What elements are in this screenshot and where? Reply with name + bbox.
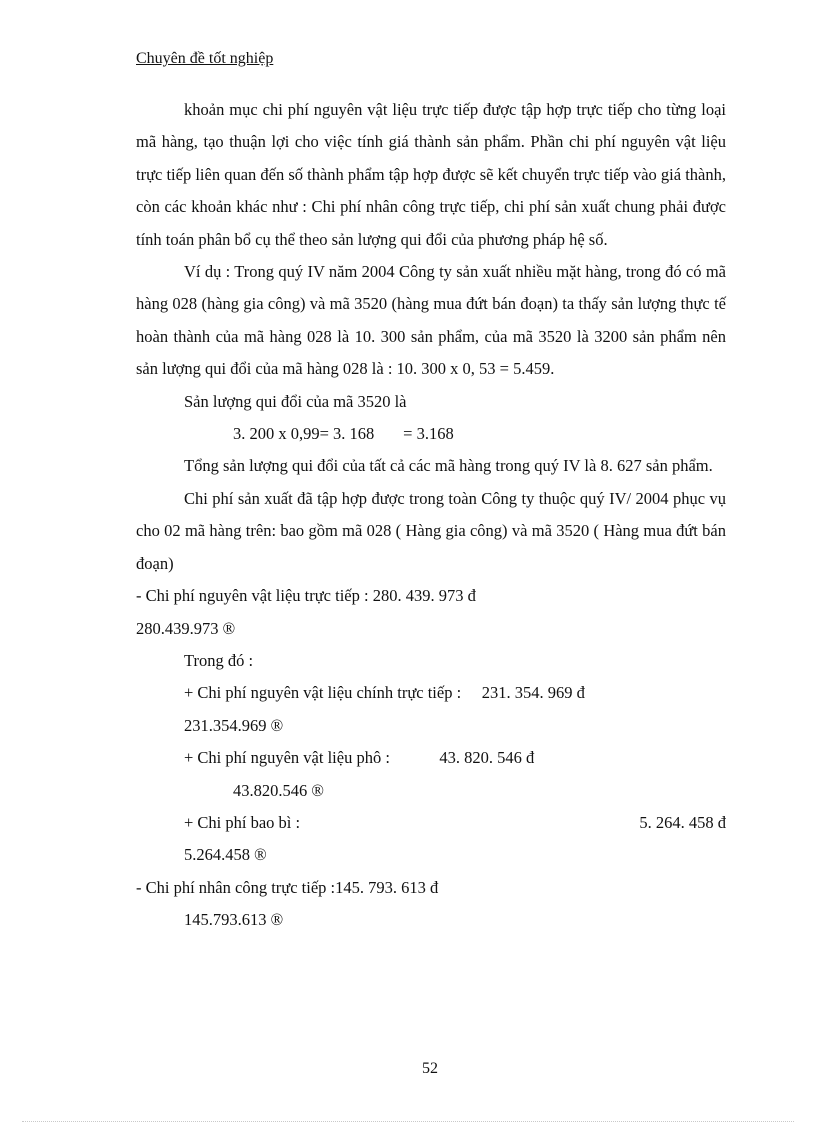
breakdown-label: Trong đó : — [184, 650, 254, 670]
paragraph-converted-output-3520: Sản lượng qui đổi của mã 3520 là — [184, 391, 407, 411]
paragraph-production-cost: Chi phí sản xuất đã tập hợp được trong toàn Công ty thuộc quý IV/ 2004 phục vụ cho 02 mã hàng trên: bao gồm mã 028 ( Hàng gia công) và mã 3520 ( Hàng mua đứt bán đoạn) — [136, 488, 726, 573]
paragraph-cost-allocation: khoản mục chi phí nguyên vật liệu trực tiếp được tập hợp trực tiếp cho từng loại mã hàng, tạo thuận lợi cho việc tính giá thành sản phẩm. Phần chi phí nguyên vật liệu trực tiếp liên quan đến số thành phẩm tập hợp được sẽ kết chuyển trực tiếp vào giá thành, còn các khoản khác như : Chi phí nhân công trực tiếp, chi phí sản xuất chung phải được tính toán phân bổ cụ thể theo sản lượng qui đổi của phương pháp hệ số. — [136, 100, 726, 249]
paragraph-example: Ví dụ : Trong quý IV năm 2004 Công ty sản xuất nhiều mặt hàng, trong đó có mã hàng 028 (hàng gia công) và mã 3520 (hàng mua đứt bán đoạn) ta thấy sản lượng thực tế hoàn thành của mã hàng 028 là 10. 300 sản phẩm, của mã 3520 là 3200 sản phẩm nên sản lượng qui đổi của mã hàng 028 là : 10. 300 x 0, 53 = 5.459. — [136, 262, 726, 379]
document-body — [136, 94, 726, 937]
packaging-cost-amount: 5. 264. 458 đ — [639, 812, 726, 832]
packaging-cost-label: + Chi phí bao bì : — [184, 812, 301, 832]
page-number: 52 — [422, 1060, 438, 1077]
direct-material-cost-line: - Chi phí nguyên vật liệu trực tiếp : 280. 439. 973 đ — [136, 586, 476, 606]
footer-divider — [22, 1121, 794, 1122]
direct-labor-cost-line: - Chi phí nhân công trực tiếp :145. 793. 613 đ — [136, 877, 439, 897]
calculation-3520: 3. 200 x 0,99= 3. 168 = 3.168 — [233, 424, 454, 444]
direct-labor-cost-value: 145.793.613 ® — [184, 910, 284, 930]
aux-material-cost-value: 43.820.546 ® — [233, 780, 324, 800]
main-material-cost-line: + Chi phí nguyên vật liệu chính trực tiếp : 231. 354. 969 đ — [184, 683, 585, 703]
main-material-cost-value: 231.354.969 ® — [184, 715, 284, 735]
direct-material-cost-value: 280.439.973 ® — [136, 618, 236, 638]
document-header: Chuyên đề tốt nghiệp — [136, 50, 274, 67]
packaging-cost-line — [136, 807, 726, 839]
packaging-cost-value: 5.264.458 ® — [184, 845, 267, 865]
aux-material-cost-line: + Chi phí nguyên vật liệu phô : 43. 820. 546 đ — [184, 748, 535, 768]
paragraph-total-output: Tổng sản lượng qui đổi của tất cả các mã hàng trong quý IV là 8. 627 sản phẩm. — [184, 456, 713, 476]
